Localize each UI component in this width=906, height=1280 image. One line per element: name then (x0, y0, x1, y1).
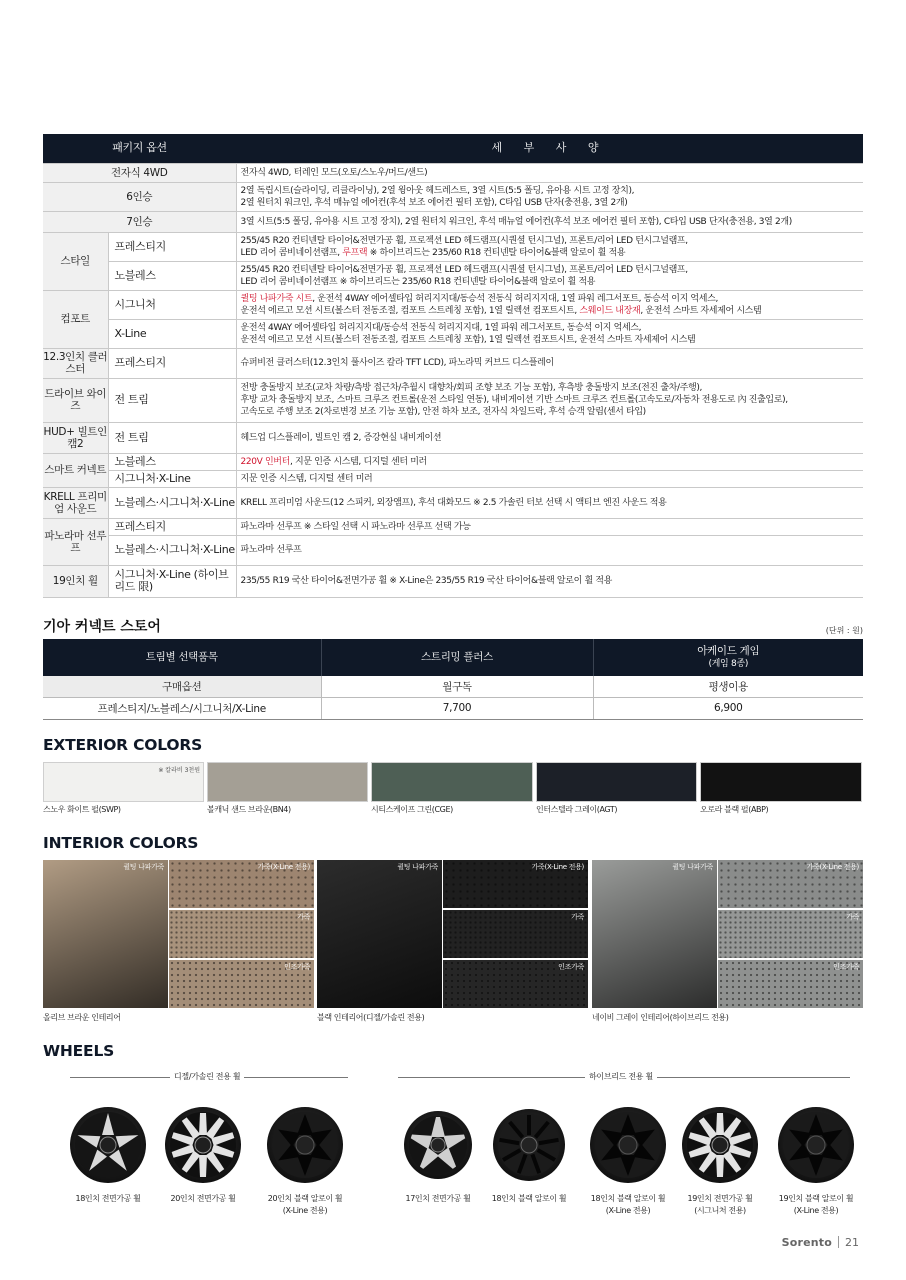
interior-caption: 블랙 인테리어(디젤/가솔린 전용) (317, 1013, 425, 1022)
connect-store-table (43, 639, 863, 720)
swatch-note: ※ 칼라비 3천원 (158, 767, 200, 774)
detail-7seat: 3열 시트(5:5 폴딩, 유아용 시트 고정 장치), 2열 원터치 워크인, 후석 매뉴얼 에어컨(후석 보조 에어컨 필터 포함), C타입 USB 단자(충전용, 3열 2개) (236, 211, 863, 232)
wheel-20-black-icon[interactable] (265, 1105, 345, 1185)
artificial-leather-tile: 인조가죽 (169, 960, 314, 1008)
leather-tile-xline: 가죽(X-Line 전용) (718, 860, 863, 908)
swatch-label: 볼캐닉 샌드 브라운(BN4) (207, 805, 291, 814)
page-footer (782, 1236, 859, 1249)
wheels-title: WHEELS (43, 1042, 115, 1060)
store-r2-streaming: 월구독 (321, 676, 593, 697)
detail-cluster: 슈퍼비전 클러스터(12.3인치 풀사이즈 칼라 TFT LCD), 파노라믹 커브드 디스플레이 (236, 348, 863, 378)
swatch-aurora-black-pearl[interactable] (700, 762, 862, 802)
connect-store-title: 기아 커넥트 스토어 (43, 619, 161, 635)
artificial-leather-tile: 인조가죽 (718, 960, 863, 1008)
interior-caption: 올리브 브라운 인테리어 (43, 1013, 121, 1022)
detail-smartconnect-sigx: 지문 인증 시스템, 디지털 센터 미러 (236, 470, 863, 487)
sub-comfort-signature: 시그니처 (108, 290, 236, 319)
wheel-label: 18인치 블랙 알로이 휠 (X-Line 전용) (590, 1194, 666, 1215)
swatch-interstellar-gray[interactable] (536, 762, 697, 802)
seat-image: 퀼팅 나파가죽 (317, 860, 442, 1008)
sub-drivewise: 전 트림 (108, 378, 236, 422)
cat-cluster: 12.3인치 클러스터 (43, 348, 108, 378)
leather-tile: 가죽 (718, 910, 863, 958)
swatch-volcanic-sand-brown[interactable] (207, 762, 368, 802)
detail-sunroof-nsx: 파노라마 선루프 (236, 535, 863, 565)
seat-image: 퀼팅 나파가죽 (43, 860, 168, 1008)
detail-krell: KRELL 프리미엄 사운드(12 스피커, 외장앰프), 후석 대화모드 ※ 2.5 가솔린 터보 선택 시 액티브 엔진 사운드 적용 (236, 487, 863, 518)
swatch-cityscape-green[interactable] (371, 762, 533, 802)
detail-style-prestige: 255/45 R20 컨티넨탈 타이어&전면가공 휠, 프로젝션 LED 헤드램프(시퀀셜 턴시그널), 프론트/리어 LED 턴시그널램프, LED 리어 콤비네이션램프, 루프랙 ※ 하이브리드는 235/60 R18 컨티넨탈 타이어&블랙 알로이 휠 적용 (236, 232, 863, 261)
leather-tile-xline: 가죽(X-Line 전용) (169, 860, 314, 908)
store-r3-arcade: 6,900 (593, 697, 863, 719)
detail-wheel19: 235/55 R19 국산 타이어&전면가공 휠 ※ X-Line은 235/55 R19 국산 타이어&블랙 알로이 휠 적용 (236, 565, 863, 597)
cat-6seat: 6인승 (43, 182, 236, 211)
wheel-18-machined-icon[interactable] (68, 1105, 148, 1185)
header-detail: 세 부 사 양 (236, 134, 863, 163)
sub-hud: 전 트림 (108, 422, 236, 453)
cat-hud: HUD+ 빌트인 캠2 (43, 422, 108, 453)
wheel-label: 20인치 블랙 알로이 휠 (X-Line 전용) (267, 1194, 343, 1215)
wheel-label: 19인치 전면가공 휠 (시그니처 전용) (687, 1194, 753, 1215)
cat-comfort: 컴포트 (43, 290, 108, 348)
swatch-label: 인터스텔라 그레이(AGT) (536, 805, 618, 814)
store-h-streaming: 스트리밍 플러스 (321, 639, 593, 676)
wheel-20-machined-icon[interactable] (163, 1105, 243, 1185)
header-option: 패키지 옵션 (43, 134, 236, 163)
wheel-group-label: 디젤/가솔린 전용 휠 (170, 1071, 244, 1082)
leather-tile-xline: 가죽(X-Line 전용) (443, 860, 588, 908)
swatch-label: 오로라 블랙 펄(ABP) (700, 805, 769, 814)
interior-title: INTERIOR COLORS (43, 834, 199, 852)
store-r2-label: 구매옵션 (43, 676, 321, 697)
wheel-group-label: 하이브리드 전용 휠 (585, 1071, 657, 1082)
sub-krell: 노블레스·시그니처·X-Line (108, 487, 236, 518)
sub-smartconnect-noblesse: 노블레스 (108, 453, 236, 470)
sub-sunroof-nsx: 노블레스·시그니처·X-Line (108, 535, 236, 565)
package-options-table (43, 134, 863, 598)
cat-awd: 전자식 4WD (43, 163, 236, 182)
wheel-label: 17인치 전면가공 휠 (405, 1194, 471, 1203)
model-name: Sorento (781, 1236, 832, 1249)
detail-drivewise: 전방 충돌방지 보조(교차 차량/측방 접근차/추월시 대향차/회피 조향 보조 기능 포함), 후측방 충돌방지 보조(전진 출차/주행), 후방 교차 충돌방지 보조, 스마트 크루즈 컨트롤(운전 스타일 연동), 내비게이션 기반 스마트 크루즈 컨트롤(고속도로/자동차 전용도로 內 진출입로), 고속도로 주행 보조 2(차로변경 보조 기능 포함), 안전 하차 보조, 전자식 차일드락, 후석 승객 알림(센서 타입) (236, 378, 863, 422)
detail-awd: 전자식 4WD, 터레인 모드(오토/스노우/머드/샌드) (236, 163, 863, 182)
interior-navy-gray[interactable] (592, 860, 863, 1008)
detail-hud: 헤드업 디스플레이, 빌트인 캠 2, 증강현실 내비게이션 (236, 422, 863, 453)
cat-smartconnect: 스마트 커넥트 (43, 453, 108, 487)
sub-sunroof-prestige: 프레스티지 (108, 518, 236, 535)
sub-smartconnect-sigx: 시그니처·X-Line (108, 470, 236, 487)
store-r3-streaming: 7,700 (321, 697, 593, 719)
cat-7seat: 7인승 (43, 211, 236, 232)
interior-caption: 네이비 그레이 인테리어(하이브리드 전용) (592, 1013, 729, 1022)
sub-cluster: 프레스티지 (108, 348, 236, 378)
sub-style-prestige: 프레스티지 (108, 232, 236, 261)
wheel-label: 18인치 블랙 알로이 휠 (491, 1194, 567, 1203)
wheel-19-machined-icon[interactable] (680, 1105, 760, 1185)
cat-wheel19: 19인치 휠 (43, 565, 108, 597)
store-h-arcade: 아케이드 게임 (게임 8종) (593, 639, 863, 676)
detail-comfort-signature: 퀼팅 나파가죽 시트, 운전석 4WAY 에어셀타입 허리지지대/동승석 전동식 허리지지대, 1열 파워 레그서포트, 동승석 이지 억세스, 운전석 에르고 모션 시트(볼스터 전동조절, 컴포트 스트레칭 포함), 1열 릴렉션 컴포트시트, 스웨이드 내장재, 운전석 스마트 자세제어 시스템 (236, 290, 863, 319)
wheel-label: 19인치 블랙 알로이 휠 (X-Line 전용) (778, 1194, 854, 1215)
exterior-title: EXTERIOR COLORS (43, 736, 203, 754)
connect-store-unit: (단위 : 원) (825, 626, 863, 635)
sub-style-noblesse: 노블레스 (108, 261, 236, 290)
detail-smartconnect-noblesse: 220V 인버터, 지문 인증 시스템, 디지털 센터 미러 (236, 453, 863, 470)
detail-comfort-xline: 운전석 4WAY 에어셀타입 허리지지대/동승석 전동식 허리지지대, 1열 파워 레그서포트, 동승석 이지 억세스, 운전석 에르고 모션 시트(볼스터 전동조절, 컴포트 스트레칭 포함), 1열 릴렉션 컴포트시트, 운전석 스마트 자세제어 시스템 (236, 319, 863, 348)
seat-image: 퀼팅 나파가죽 (592, 860, 717, 1008)
cat-krell: KRELL 프리미엄 사운드 (43, 487, 108, 518)
swatch-snow-white-pearl[interactable] (43, 762, 204, 802)
store-h-trim: 트림별 선택품목 (43, 639, 321, 676)
leather-tile: 가죽 (443, 910, 588, 958)
page-number: 21 (845, 1236, 859, 1249)
leather-tile: 가죽 (169, 910, 314, 958)
cat-sunroof: 파노라마 선루프 (43, 518, 108, 565)
wheel-18-black-xline-icon[interactable] (588, 1105, 668, 1185)
swatch-label: 스노우 화이트 펄(SWP) (43, 805, 121, 814)
artificial-leather-tile: 인조가죽 (443, 960, 588, 1008)
store-r3-trims: 프레스티지/노블레스/시그니처/X-Line (43, 697, 321, 719)
wheel-label: 18인치 전면가공 휠 (75, 1194, 141, 1203)
sub-wheel19: 시그니처·X-Line (하이브리드 限) (108, 565, 236, 597)
wheel-19-black-icon[interactable] (776, 1105, 856, 1185)
store-r2-arcade: 평생이용 (593, 676, 863, 697)
detail-style-noblesse: 255/45 R20 컨티넨탈 타이어&전면가공 휠, 프로젝션 LED 헤드램프(시퀀셜 턴시그널), 프론트/리어 LED 턴시그널램프, LED 리어 콤비네이션램프 ※ 하이브리드는 235/60 R18 컨티넨탈 타이어&블랙 알로이 휠 적용 (236, 261, 863, 290)
detail-6seat: 2열 독립시트(슬라이딩, 리클라이닝), 2열 윙아웃 헤드레스트, 3열 시트(5:5 폴딩, 유아용 시트 고정 장치), 2열 원터치 워크인, 후석 매뉴얼 에어컨(후석 보조 에어컨 필터 포함), C타입 USB 단자(충전용, 3열 2개) (236, 182, 863, 211)
swatch-label: 시티스케이프 그린(CGE) (371, 805, 453, 814)
wheel-label: 20인치 전면가공 휠 (170, 1194, 236, 1203)
sub-comfort-xline: X-Line (108, 319, 236, 348)
interior-olive-brown[interactable] (43, 860, 314, 1008)
cat-style: 스타일 (43, 232, 108, 290)
interior-black[interactable] (317, 860, 588, 1008)
cat-drivewise: 드라이브 와이즈 (43, 378, 108, 422)
detail-sunroof-prestige: 파노라마 선루프 ※ 스타일 선택 시 파노라마 선루프 선택 가능 (236, 518, 863, 535)
wheel-18-black-icon[interactable] (489, 1105, 569, 1185)
wheel-17-machined-icon[interactable] (398, 1105, 478, 1185)
